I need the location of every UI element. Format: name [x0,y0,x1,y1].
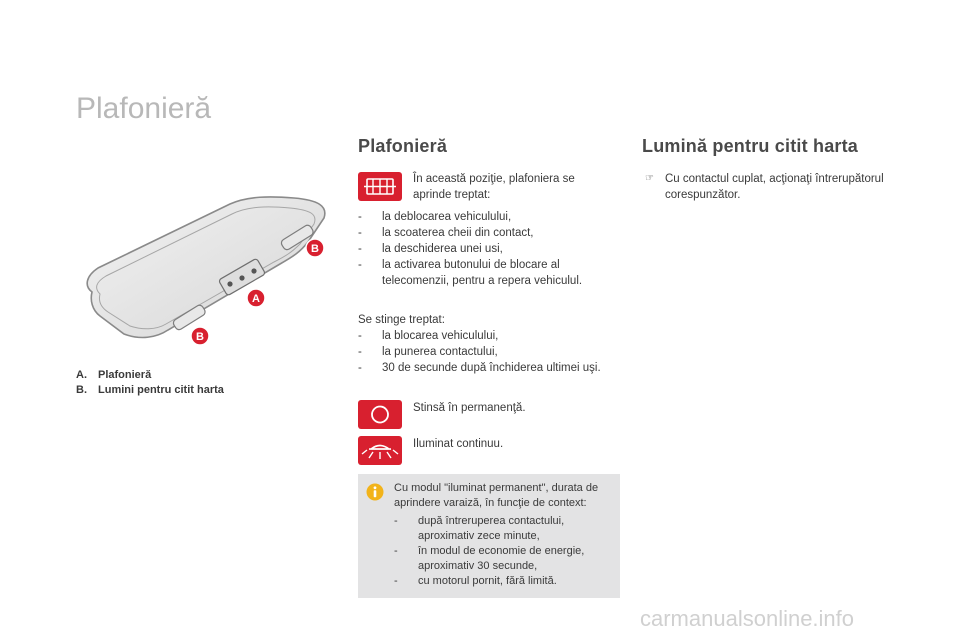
note-list [394,514,612,589]
callout-b-bottom [190,326,210,346]
turns-off-list [358,328,630,376]
callout-b-top [305,238,325,258]
note-intro: Cu modul "iluminat permanent", durata de aprindere varaiză, în funcţie de context: [394,482,599,509]
info-note [358,474,620,598]
position-intro: În această poziţie, plafoniera se aprinde treptat: [413,173,575,201]
legend-item-a: A. Plafonieră [76,369,152,381]
turns-off-intro: Se stinge treptat: [358,314,445,326]
list-item: - la activarea butonului de blocare al telecomenzii, pentru a repera vehiculul. [358,257,620,289]
list-item: - la deblocarea vehiculului, [358,209,620,225]
off-label: Stinsă în permanenţă. [413,402,526,414]
list-item: - la blocarea vehiculului, [358,328,630,344]
ceiling-light-illustration [80,190,340,350]
door-switch-icon [358,172,402,201]
pointing-hand-icon: ☞ [645,173,654,184]
figure-legend [76,368,224,398]
list-item: - la deschiderea unei usi, [358,241,620,257]
light-on-icon [358,436,402,465]
map-light-heading: Lumină pentru citit harta [642,136,859,156]
watermark: carmanualsonline.info [640,606,855,631]
svg-text:B: B [311,243,319,255]
on-label: Iluminat continuu. [413,438,504,450]
light-off-icon [358,400,402,429]
list-item: - după întreruperea contactului, aproximativ zece minute, [394,514,612,544]
turns-on-list [358,209,620,289]
svg-text:B: B [196,331,204,343]
legend-item-b: B. Lumini pentru citit harta [76,384,224,396]
map-light-instruction: Cu contactul cuplat, acţionaţi întrerupătorul corespunzător. [665,173,884,201]
list-item: - în modul de economie de energie, aproximativ 30 secunde, [394,544,612,574]
list-item: - 30 de secunde după închiderea ultimei uşi. [358,360,630,376]
list-item: - la scoaterea cheii din contact, [358,225,620,241]
plafoniera-heading: Plafonieră [358,136,448,156]
svg-text:A: A [252,293,260,305]
callout-a [246,288,266,308]
list-item: - la punerea contactului, [358,344,630,360]
page-title: Plafonieră [76,92,212,125]
list-item: - cu motorul pornit, fără limită. [394,574,612,589]
info-icon [366,483,384,501]
